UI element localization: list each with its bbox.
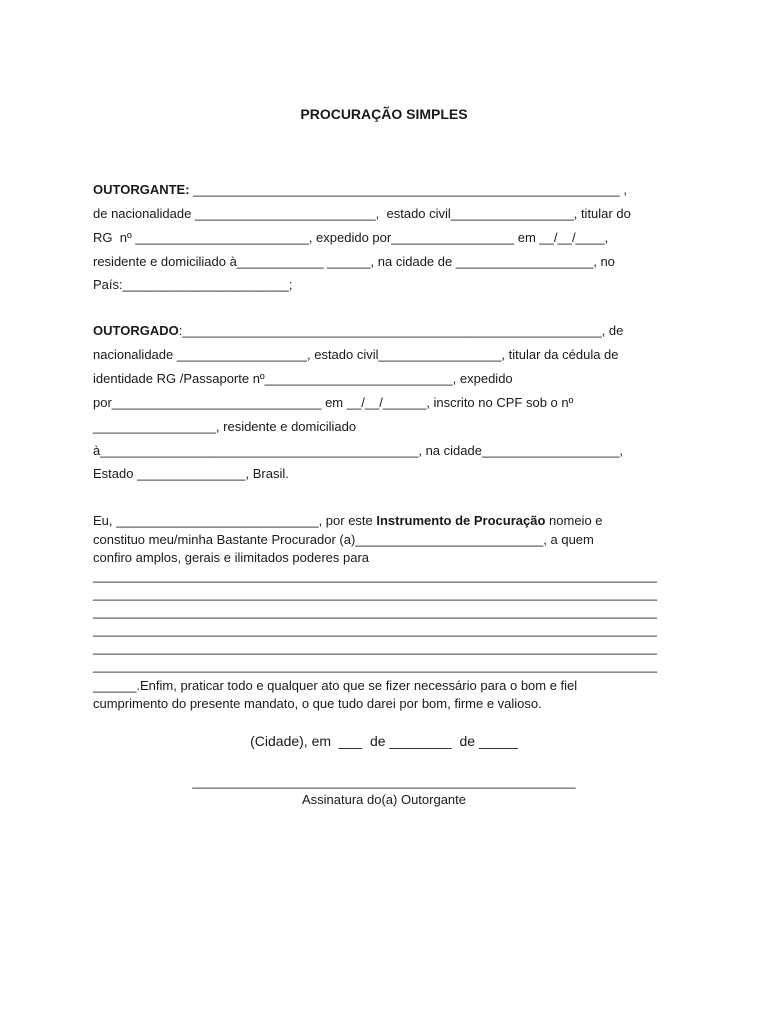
poderes-line-2: constituo meu/minha Bastante Procurador (a)__________________________, a quem [93, 532, 594, 547]
blank-line: ______________________________________________________________________________ [93, 604, 657, 619]
outorgante-line-2: de nacionalidade _________________________, estado civil_________________, titular do [93, 206, 631, 221]
signature-line: _____________________________________________________ [192, 774, 576, 789]
poderes-text-a: Eu, ____________________________, por este [93, 513, 377, 528]
blank-line: ______________________________________________________________________________ [93, 640, 657, 655]
outorgante-label: OUTORGANTE: [93, 182, 190, 197]
outorgado-line-4: por_____________________________ em __/__/______, inscrito no CPF sob o nº [93, 395, 574, 410]
outorgado-name-blank: :__________________________________________________________, de [178, 323, 624, 338]
outorgante-name-blank: ___________________________________________________________ , [189, 182, 627, 197]
outorgado-label: OUTORGADO [93, 323, 179, 338]
poderes-line-5: cumprimento do presente mandato, o que tudo darei por bom, firme e valioso. [93, 696, 542, 711]
outorgado-line-3: identidade RG /Passaporte nº__________________________, expedido [93, 371, 513, 386]
outorgado-line-7: Estado _______________, Brasil. [93, 466, 289, 481]
outorgado-line-2: nacionalidade __________________, estado civil_________________, titular da cédula de [93, 347, 619, 362]
outorgado-line-1 [93, 323, 623, 338]
blank-line: ______________________________________________________________________________ [93, 622, 657, 637]
poderes-line-4: ______.Enfim, praticar todo e qualquer ato que se fizer necessário para o bom e fiel [93, 678, 578, 693]
blank-line: ______________________________________________________________________________ [93, 568, 657, 583]
instrumento-procuracao-bold: Instrumento de Procuração [376, 513, 546, 528]
outorgado-line-5: _________________, residente e domiciliado [93, 419, 357, 434]
outorgante-line-4: residente e domiciliado à____________ ______, na cidade de ___________________, no [93, 254, 615, 269]
poderes-text-c: nomeio e [545, 513, 603, 528]
outorgante-line-1 [93, 182, 627, 197]
date-place-line: (Cidade), em ___ de ________ de _____ [250, 733, 518, 749]
blank-line: ______________________________________________________________________________ [93, 658, 657, 673]
blank-line: ______________________________________________________________________________ [93, 586, 657, 601]
outorgante-line-3: RG nº ________________________, expedido por_________________ em __/__/____, [93, 230, 609, 245]
outorgado-line-6: à____________________________________________, na cidade___________________, [93, 443, 623, 458]
signature-label: Assinatura do(a) Outorgante [301, 792, 467, 807]
poderes-line-3: confiro amplos, gerais e ilimitados poderes para [93, 550, 370, 565]
outorgante-line-5: País:_______________________; [93, 277, 293, 292]
poderes-line-1 [93, 513, 603, 528]
document-title: PROCURAÇÃO SIMPLES [300, 106, 468, 122]
